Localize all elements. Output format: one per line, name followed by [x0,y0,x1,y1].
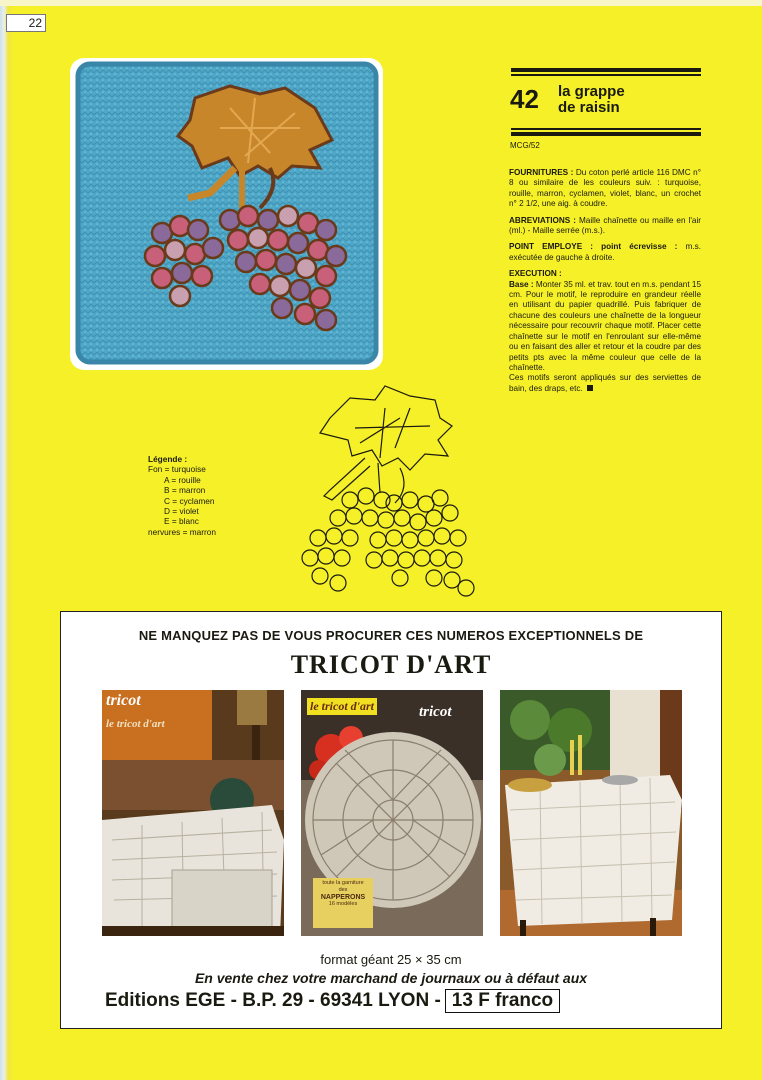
base-text: Monter 35 ml. et trav. tout en m.s. pendant 15 cm. Pour le motif, le reproduire en grandeur réelle en utilisant du papier quadrillé. Puis fabriquer de chacune des couleurs une chaînette de la longueur nécessaire pour recouvrir chaque motif. Placer cette chaînette sur le motif en l'enroulant sur elle-même ou en faisant des aller et retour et la coudre par des petits pts avec la même couleur que celle de la chaînette. [509,279,702,372]
ad-title: TRICOT D'ART [290,650,492,679]
ad-editions-address: Editions EGE - B.P. 29 - 69341 LYON - [105,990,441,1011]
legend-value: turquoise [171,464,206,475]
base-label: Base : [509,279,534,289]
legend-title: Légende : [148,454,188,464]
base-paragraph [509,280,701,374]
legend-value: cyclamen [179,495,215,506]
cover2-note-line3: NAPPERONS [320,894,366,901]
end-square-icon [587,385,593,391]
cover2-logo: le tricot d'art [307,698,377,715]
legend-value: marron [179,485,206,496]
legend-row: B = marron [164,485,206,496]
pattern-ref: MCG/52 [510,141,540,150]
legend-value: violet [179,506,199,517]
execution-heading [509,269,701,279]
title-rule-top-thin [511,74,701,76]
legend-row: A = rouille [164,474,201,485]
title-rule-top [511,68,701,72]
cover2-note-line4: 16 modèles [328,901,358,907]
ad-editions [105,989,560,1013]
ad-price: 13 F franco [445,989,560,1013]
point-label: POINT EMPLOYE : point écrevisse : [509,242,678,252]
pattern-title-line1: la grappe [558,83,625,100]
grape-outline-diagram [290,378,490,603]
fournitures-label: FOURNITURES : [509,168,574,177]
legend-key: nervures [148,526,181,537]
fournitures-text: Du coton perlé article 116 DMC n° 8 ou similaire de les couleurs suiv. : turquoise, rouille, marron, cyclamen, violet, blanc, un crochet n° 2 1/2, une aig. à coudre. [509,168,702,209]
pattern-title [558,84,625,116]
cover2-note-line2: des [338,887,348,893]
legend-key: C [164,495,170,506]
ad-headline: NE MANQUEZ PAS DE VOUS PROCURER CES NUMEROS EXCEPTIONNELS DE [138,628,644,643]
magazine-cover-1 [102,690,284,936]
ad-vente: En vente chez votre marchand de journaux ou à défaut aux [194,970,588,986]
cover2-logo2: tricot [419,704,452,720]
legend-row: nervures = marron [148,526,217,537]
abreviations-text: Maille chaînette ou maille en l'air (ml.) - Maille serrée (m.s.). [509,215,701,236]
legend-row: D = violet [164,506,199,517]
top-edge [0,0,762,6]
cover2-note [313,880,373,908]
point-paragraph [509,242,701,263]
cover1-subtitle: le tricot d'art [106,718,165,730]
instructions [509,168,701,400]
legend-key: D [164,506,170,517]
title-rule-bottom-thin [511,128,701,130]
legend-row: C = cyclamen [164,495,215,506]
legend-value: rouille [178,474,201,485]
abreviations-label: ABREVIATIONS : [509,215,576,225]
pattern-title-line2: de raisin [558,99,620,116]
title-rule-bottom [511,132,701,136]
abreviations-paragraph [509,216,701,237]
fournitures-paragraph [509,168,701,210]
legend-key: A [164,474,170,485]
legend-value: marron [189,526,217,537]
cover2-note-line1: toute la garniture [322,880,364,886]
point-text: m.s. exécutée de gauche à droite. [509,242,701,262]
page-edge [0,0,14,1080]
magazine-cover-2 [301,690,483,936]
page-number: 22 [6,14,46,32]
legend-key: B [164,485,170,496]
pattern-number: 42 [510,84,539,114]
legend-row: E = blanc [164,516,199,527]
legend-key: E [164,516,170,527]
final-paragraph [509,373,701,394]
cover1-logo: tricot [106,692,141,709]
magazine-cover-3 [500,690,682,936]
tricot-dart-advert [60,611,722,1029]
ad-format: format géant 25 × 35 cm [320,952,462,967]
legend-key: Fon [148,464,163,475]
crochet-square-photo [70,58,383,370]
execution-label: EXECUTION : [509,269,562,279]
legend-row: Fon = turquoise [148,464,206,475]
legend-value: blanc [179,516,199,527]
legend [148,454,216,537]
final-text: Ces motifs seront appliqués sur des serviettes de bain, des draps, etc. [509,373,701,393]
